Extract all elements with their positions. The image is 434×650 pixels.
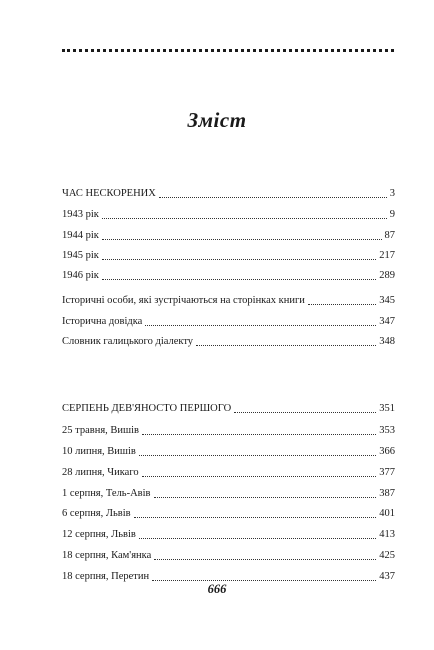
toc-entry[interactable] bbox=[62, 487, 395, 501]
toc-entry-page: 401 bbox=[379, 508, 395, 519]
dot-leader bbox=[134, 517, 377, 518]
dot-leader bbox=[308, 304, 376, 305]
toc-entry-page: 345 bbox=[379, 295, 395, 306]
toc-entry[interactable] bbox=[62, 294, 395, 308]
toc-entry-page: 9 bbox=[389, 209, 395, 220]
toc-entry[interactable] bbox=[62, 528, 395, 542]
toc-entry-label: 25 травня, Вишів bbox=[62, 425, 139, 436]
toc-entry-label: 1946 рік bbox=[62, 270, 99, 281]
dot-leader bbox=[154, 559, 376, 560]
dot-leader bbox=[102, 279, 376, 280]
dot-leader bbox=[234, 412, 376, 413]
toc-entry[interactable] bbox=[62, 208, 395, 222]
toc-entry-page: 347 bbox=[379, 316, 395, 327]
toc-entry-label: Історичні особи, які зустрічаються на сторінках книги bbox=[62, 295, 305, 306]
page-title: Зміст bbox=[187, 108, 247, 132]
toc-entry-page: 348 bbox=[379, 336, 395, 347]
toc-entry-label: Словник галицького діалекту bbox=[62, 336, 194, 347]
toc-entry-label: Історична довідка bbox=[62, 316, 143, 327]
toc-entry-label: 1943 рік bbox=[62, 209, 99, 220]
toc-entry-page: 351 bbox=[379, 403, 395, 414]
toc-entry-page: 289 bbox=[379, 270, 395, 281]
toc-entry-page: 377 bbox=[379, 467, 395, 478]
toc-entry[interactable] bbox=[62, 424, 395, 438]
toc-entry-label: 10 липня, Вишів bbox=[62, 446, 136, 457]
top-dotted-rule bbox=[62, 49, 394, 52]
toc-entry-page: 437 bbox=[379, 571, 395, 582]
toc-entry-label: 18 серпня, Кам'янка bbox=[62, 550, 152, 561]
toc-entry[interactable] bbox=[62, 249, 395, 263]
dot-leader bbox=[152, 580, 376, 581]
toc-entry-label: 1944 рік bbox=[62, 230, 99, 241]
toc-entry[interactable] bbox=[62, 315, 395, 329]
toc-entry-page: 366 bbox=[379, 446, 395, 457]
toc-entry-label: ЧАС НЕСКОРЕНИХ bbox=[62, 188, 156, 199]
toc-entry[interactable] bbox=[62, 445, 395, 459]
toc-entry[interactable] bbox=[62, 269, 395, 283]
toc-entry-label: 1945 рік bbox=[62, 250, 99, 261]
toc-entry-label: 28 липня, Чикаго bbox=[62, 467, 139, 478]
dot-leader bbox=[154, 497, 377, 498]
toc-entry[interactable] bbox=[62, 402, 395, 416]
toc-entry-page: 387 bbox=[379, 488, 395, 499]
dot-leader bbox=[102, 218, 387, 219]
toc-entry[interactable] bbox=[62, 187, 395, 201]
dot-leader bbox=[142, 476, 377, 477]
toc-entry-label: 6 серпня, Львів bbox=[62, 508, 131, 519]
toc-entry-label: 18 серпня, Перетин bbox=[62, 571, 150, 582]
toc-entry-page: 217 bbox=[379, 250, 395, 261]
toc-entry-page: 3 bbox=[389, 188, 395, 199]
toc-entry-page: 353 bbox=[379, 425, 395, 436]
page-number: 666 bbox=[207, 582, 227, 596]
dot-leader bbox=[139, 455, 376, 456]
toc-entry[interactable] bbox=[62, 229, 395, 243]
dot-leader bbox=[102, 259, 376, 260]
toc-entry-label: СЕРПЕНЬ ДЕВ'ЯНОСТО ПЕРШОГО bbox=[62, 403, 232, 414]
dot-leader bbox=[196, 345, 376, 346]
dot-leader bbox=[159, 197, 387, 198]
toc-entry[interactable] bbox=[62, 466, 395, 480]
toc-entry-page: 413 bbox=[379, 529, 395, 540]
toc-entry-label: 12 серпня, Львів bbox=[62, 529, 136, 540]
toc-entry-page: 425 bbox=[379, 550, 395, 561]
dot-leader bbox=[102, 239, 382, 240]
toc-entry[interactable] bbox=[62, 335, 395, 349]
toc-entry-page: 87 bbox=[384, 230, 395, 241]
dot-leader bbox=[142, 434, 376, 435]
dot-leader bbox=[145, 325, 376, 326]
toc-entry-label: 1 серпня, Тель-Авів bbox=[62, 488, 151, 499]
dot-leader bbox=[139, 538, 376, 539]
toc-entry[interactable] bbox=[62, 549, 395, 563]
toc-entry[interactable] bbox=[62, 507, 395, 521]
